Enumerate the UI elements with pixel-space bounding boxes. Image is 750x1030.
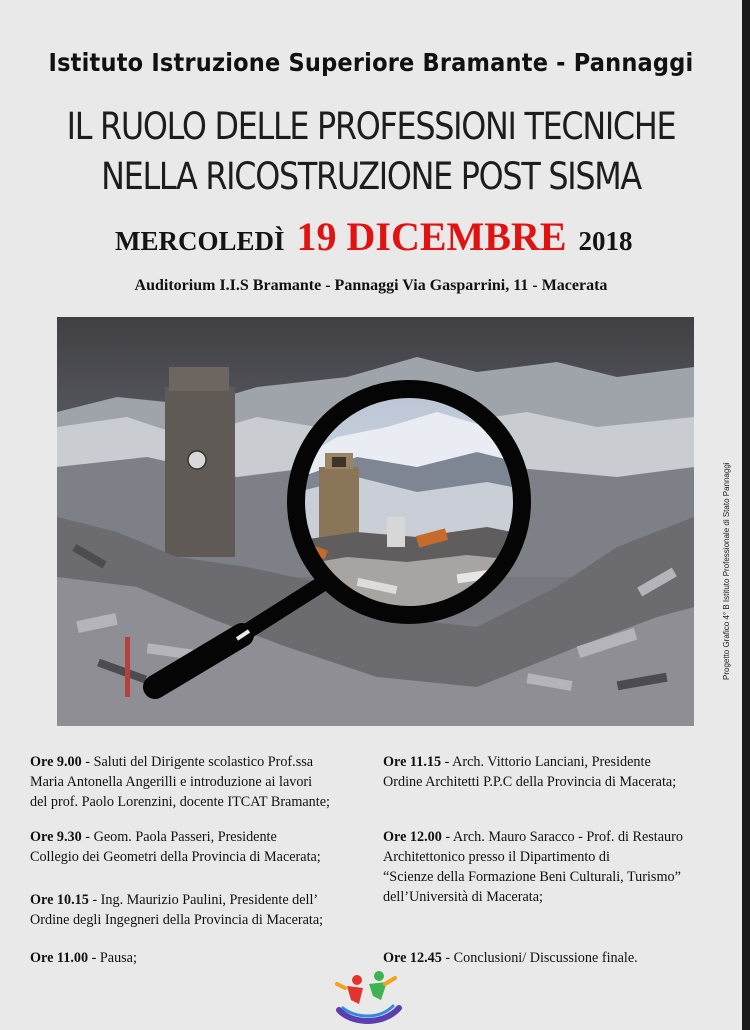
program-item bbox=[383, 948, 638, 968]
earthquake-ruins-image bbox=[57, 317, 694, 726]
program-time: Ore 12.45 bbox=[383, 950, 442, 966]
program-text: - Pausa; bbox=[91, 950, 137, 966]
program-item bbox=[30, 948, 137, 968]
event-venue: Auditorium I.I.S Bramante - Pannaggi Via Gasparrini, 11 - Macerata bbox=[134, 277, 608, 294]
program-text: Maria Antonella Angerilli e introduzione ai lavori bbox=[30, 774, 313, 790]
program-item bbox=[30, 890, 323, 930]
program-text: “Scienze della Formazione Beni Culturali, Turismo” bbox=[383, 869, 681, 885]
program-time: Ore 9.30 bbox=[30, 829, 82, 845]
institute-name: Istituto Istruzione Superiore Bramante - Pannaggi bbox=[48, 48, 694, 77]
event-weekday: MERCOLEDÌ bbox=[115, 226, 285, 256]
program-time: Ore 9.00 bbox=[30, 754, 82, 770]
program-time: Ore 11.00 bbox=[30, 950, 89, 966]
program-text: del prof. Paolo Lorenzini, docente ITCAT Bramante; bbox=[30, 794, 330, 810]
program-text: - Arch. Mauro Saracco - Prof. di Restauro bbox=[445, 829, 683, 845]
program-text: Collegio dei Geometri della Provincia di Macerata; bbox=[30, 849, 321, 865]
program-text: - Geom. Paola Passeri, Presidente bbox=[85, 829, 277, 845]
program-text: - Ing. Maurizio Paulini, Presidente dell’ bbox=[92, 892, 319, 908]
program-item bbox=[30, 827, 321, 867]
program-item bbox=[30, 752, 330, 812]
people-logo-icon bbox=[333, 966, 405, 1026]
event-title-line-2: NELLA RICOSTRUZIONE POST SISMA bbox=[101, 155, 641, 198]
event-year: 2018 bbox=[578, 226, 633, 256]
event-day-month: 19 DICEMBRE bbox=[296, 214, 567, 259]
event-date bbox=[115, 213, 715, 260]
event-title-line-1: IL RUOLO DELLE PROFESSIONI TECNICHE bbox=[66, 105, 676, 148]
program-text: - Conclusioni/ Discussione finale. bbox=[445, 950, 638, 966]
program-time: Ore 12.00 bbox=[383, 829, 442, 845]
program-text: Ordine Architetti P.P.C della Provincia di Macerata; bbox=[383, 774, 677, 790]
program-time: Ore 11.15 bbox=[383, 754, 442, 770]
program-text: - Arch. Vittorio Lanciani, Presidente bbox=[444, 754, 651, 770]
program-text: dell’Università di Macerata; bbox=[383, 889, 543, 905]
program-text: - Saluti del Dirigente scolastico Prof.ssa bbox=[85, 754, 314, 770]
program-text: Architettonico presso il Dipartimento di bbox=[383, 849, 610, 865]
program-time: Ore 10.15 bbox=[30, 892, 89, 908]
graphic-design-credit: Progetto Grafico 4° B Istituto Professionale di Stato Pannaggi bbox=[722, 462, 731, 680]
program-text: Ordine degli Ingegneri della Provincia di Macerata; bbox=[30, 912, 324, 928]
program-item bbox=[383, 827, 683, 907]
program-item bbox=[383, 752, 676, 792]
